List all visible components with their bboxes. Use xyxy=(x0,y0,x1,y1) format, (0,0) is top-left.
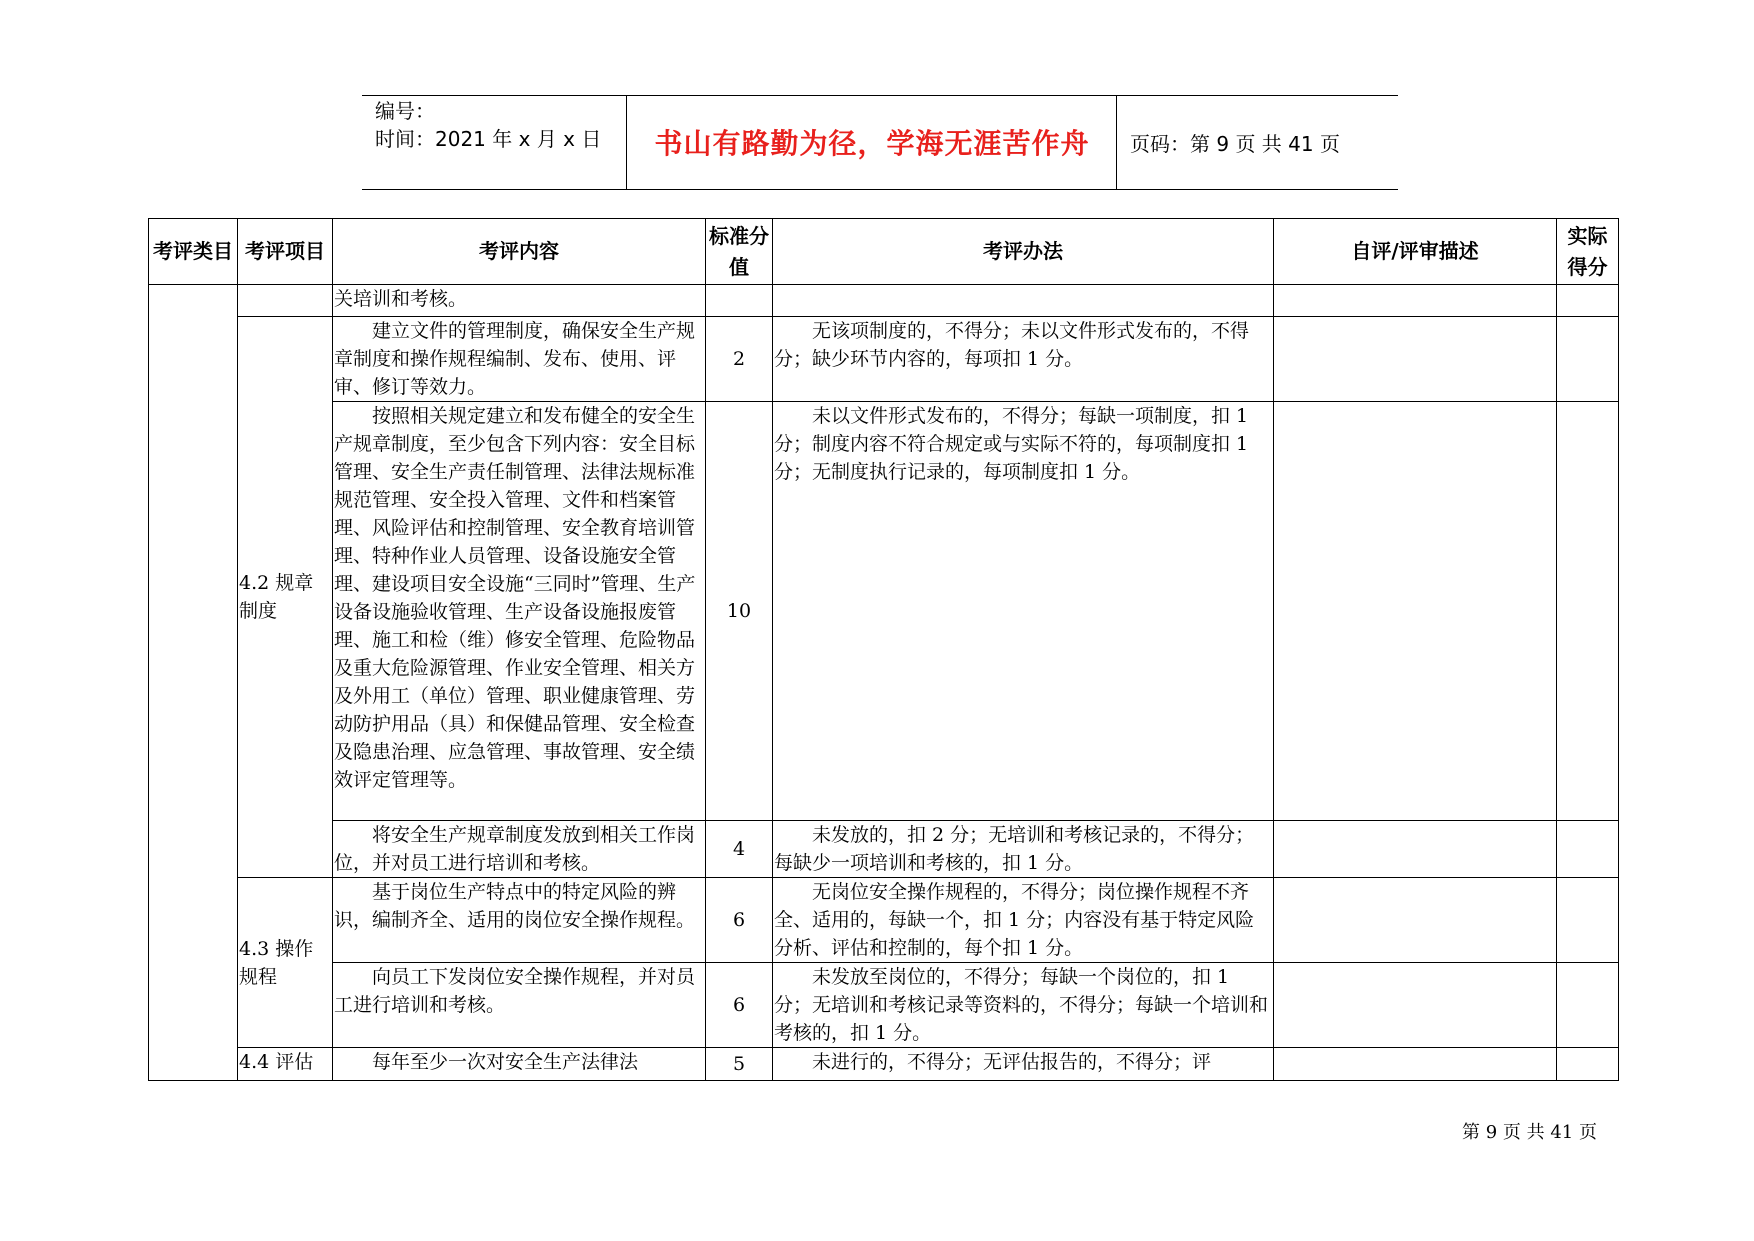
self-eval-cell xyxy=(1274,402,1557,821)
method-cell: 未以文件形式发布的，不得分；每缺一项制度，扣 1 分；制度内容不符合规定或与实际不符的，每项制度扣 1 分；无制度执行记录的，每项制度扣 1 分。 xyxy=(773,402,1274,821)
score-cell xyxy=(706,285,773,317)
self-eval-cell xyxy=(1274,1048,1557,1081)
actual-score-cell xyxy=(1557,878,1619,963)
header-category: 考评类目 xyxy=(149,219,238,285)
actual-score-cell xyxy=(1557,963,1619,1048)
table-header-row xyxy=(149,219,1619,285)
self-eval-cell xyxy=(1274,317,1557,402)
method-cell: 未发放的，扣 2 分；无培训和考核记录的，不得分；每缺少一项培训和考核的，扣 1 分。 xyxy=(773,821,1274,878)
method-cell: 无岗位安全操作规程的，不得分；岗位操作规程不齐全、适用的，每缺一个，扣 1 分；内容没有基于特定风险分析、评估和控制的，每个扣 1 分。 xyxy=(773,878,1274,963)
header-bottom-rule xyxy=(362,189,1398,190)
score-cell: 6 xyxy=(706,878,773,963)
actual-score-cell xyxy=(1557,821,1619,878)
method-cell: 未进行的，不得分；无评估报告的，不得分；评 xyxy=(773,1048,1274,1081)
content-cell: 建立文件的管理制度，确保安全生产规章制度和操作规程编制、发布、使用、评审、修订等效力。 xyxy=(333,317,706,402)
item-cell xyxy=(238,285,333,317)
header-meta xyxy=(375,97,601,153)
method-cell xyxy=(773,285,1274,317)
category-cell xyxy=(149,285,238,1081)
score-cell: 4 xyxy=(706,821,773,878)
table-row xyxy=(149,878,1619,963)
evaluation-table xyxy=(148,218,1619,1081)
content-cell: 按照相关规定建立和发布健全的安全生产规章制度，至少包含下列内容：安全目标管理、安全生产责任制管理、法律法规标准规范管理、安全投入管理、文件和档案管理、风险评估和控制管理、安全教育培训管理、特种作业人员管理、设备设施安全管理、建设项目安全设施“三同时”管理、生产设备设施验收管理、生产设备设施报废管理、施工和检（维）修安全管理、危险物品及重大危险源管理、作业安全管理、相关方及外用工（单位）管理、职业健康管理、劳动防护用品（具）和保健品管理、安全检查及隐患治理、应急管理、事故管理、安全绩效评定管理等。 xyxy=(333,402,706,821)
content-cell: 每年至少一次对安全生产法律法 xyxy=(333,1048,706,1081)
method-cell: 无该项制度的，不得分；未以文件形式发布的，不得分；缺少环节内容的，每项扣 1 分。 xyxy=(773,317,1274,402)
score-cell: 2 xyxy=(706,317,773,402)
table-row xyxy=(149,317,1619,402)
header-motto: 书山有路勤为径，学海无涯苦作舟 xyxy=(654,127,1090,160)
actual-score-cell xyxy=(1557,402,1619,821)
score-cell: 5 xyxy=(706,1048,773,1081)
table-row xyxy=(149,821,1619,878)
item-cell: 4.2 规章制度 xyxy=(238,317,333,878)
header-divider xyxy=(1116,95,1117,189)
content-cell: 向员工下发岗位安全操作规程，并对员工进行培训和考核。 xyxy=(333,963,706,1048)
table-row xyxy=(149,963,1619,1048)
actual-score-cell xyxy=(1557,285,1619,317)
actual-score-cell xyxy=(1557,317,1619,402)
content-cell: 关培训和考核。 xyxy=(333,285,706,317)
table-row xyxy=(149,402,1619,821)
score-cell: 6 xyxy=(706,963,773,1048)
self-eval-cell xyxy=(1274,878,1557,963)
footer-page-number: 第 9 页 共 41 页 xyxy=(1462,1122,1597,1143)
date-line: 时间：2021 年 x 月 x 日 xyxy=(375,127,602,151)
score-cell: 10 xyxy=(706,402,773,821)
item-cell: 4.3 操作规程 xyxy=(238,878,333,1048)
content-cell: 将安全生产规章制度发放到相关工作岗位，并对员工进行培训和考核。 xyxy=(333,821,706,878)
header-page-info: 页码：第 9 页 共 41 页 xyxy=(1130,132,1340,156)
self-eval-cell xyxy=(1274,821,1557,878)
header-method: 考评办法 xyxy=(773,219,1274,285)
self-eval-cell xyxy=(1274,285,1557,317)
serial-label: 编号： xyxy=(375,99,435,123)
actual-score-cell xyxy=(1557,1048,1619,1081)
header-self-eval: 自评/评审描述 xyxy=(1274,219,1557,285)
header-actual: 实际得分 xyxy=(1557,219,1619,285)
item-cell: 4.4 评估 xyxy=(238,1048,333,1081)
header-item: 考评项目 xyxy=(238,219,333,285)
method-cell: 未发放至岗位的，不得分；每缺一个岗位的，扣 1 分；无培训和考核记录等资料的，不得分；每缺一个培训和考核的，扣 1 分。 xyxy=(773,963,1274,1048)
table-row xyxy=(149,1048,1619,1081)
header-score: 标准分值 xyxy=(706,219,773,285)
table-row xyxy=(149,285,1619,317)
self-eval-cell xyxy=(1274,963,1557,1048)
header-divider xyxy=(626,95,627,189)
header-content: 考评内容 xyxy=(333,219,706,285)
content-cell: 基于岗位生产特点中的特定风险的辨识，编制齐全、适用的岗位安全操作规程。 xyxy=(333,878,706,963)
